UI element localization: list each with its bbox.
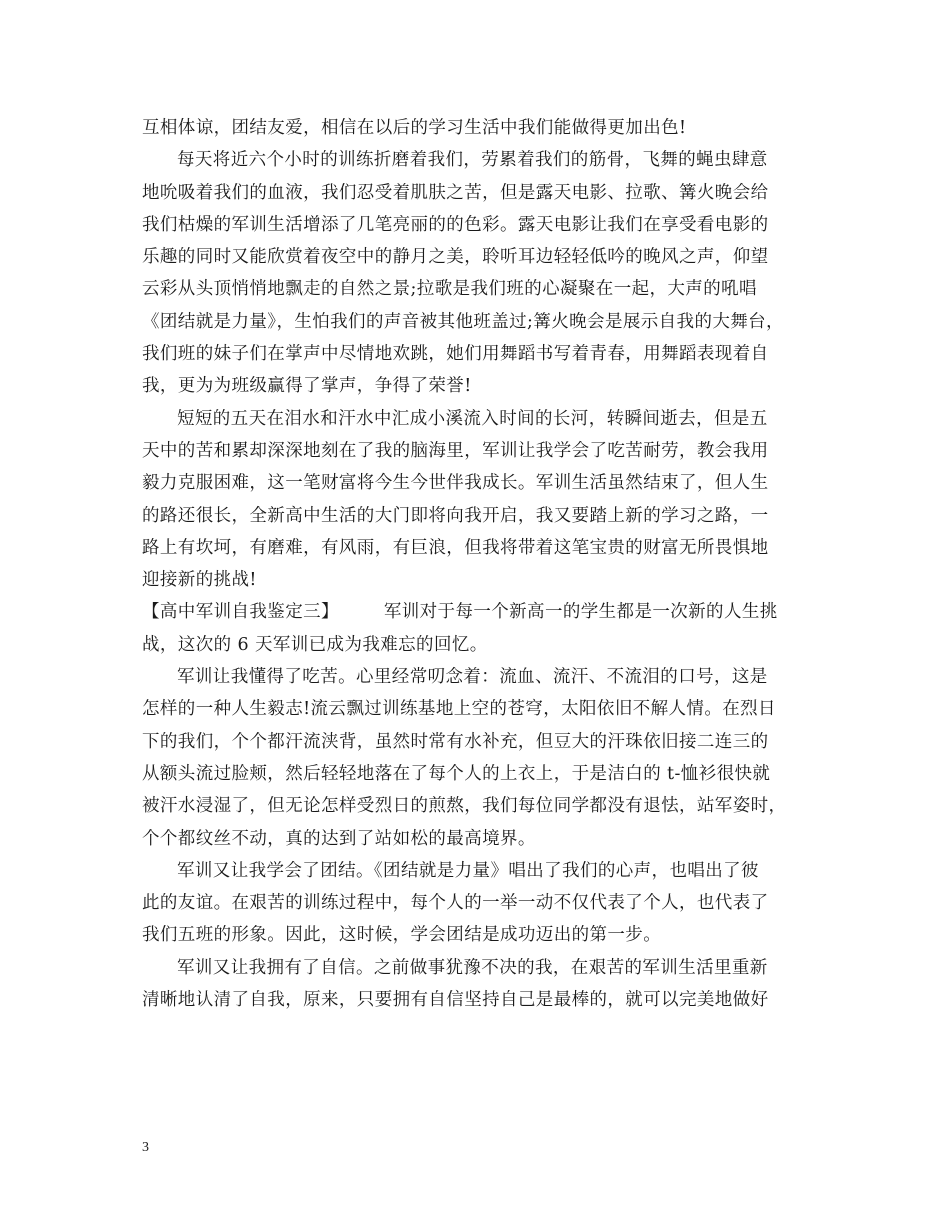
text-line: 清晰地认清了自我，原来，只要拥有自信坚持自己是最棒的，就可以完美地做好 — [142, 990, 769, 1011]
text-line: 被汗水浸湿了，但无论怎样受烈日的煎熬，我们每位同学都没有退怯，站军姿时， — [142, 796, 787, 817]
document-body — [142, 112, 822, 1016]
text-line: 军训又让我拥有了自信。之前做事犹豫不决的我，在艰苦的军训生活里重新 — [177, 957, 768, 978]
text-line: 的路还很长，全新高中生活的大门即将向我开启，我又要踏上新的学习之路，一 — [142, 505, 769, 526]
text-line: 我，更为为班级赢得了掌声，争得了荣誉! — [142, 376, 472, 397]
text-line: 迎接新的挑战! — [142, 570, 257, 591]
text-line: 军训又让我学会了团结。《团结就是力量》唱出了我们的心声，也唱出了彼 — [177, 860, 759, 881]
text-line: 乐趣的同时又能欣赏着夜空中的静月之美，聆听耳边轻轻低吟的晚风之声，仰望 — [142, 247, 769, 268]
text-line: 此的友谊。在艰苦的训练过程中，每个人的一举一动不仅代表了个人，也代表了 — [142, 893, 769, 914]
text-line: 我们五班的形象。因此，这时候，学会团结是成功迈出的第一步。 — [142, 925, 662, 946]
text-line: 下的我们，个个都汗流浃背，虽然时常有水补充，但豆大的汗珠依旧接二连三的 — [142, 731, 769, 752]
text-line: 【高中军训自我鉴定三】 军训对于每一个新高一的学生都是一次新的人生挑 — [142, 602, 778, 623]
text-line: 我们枯燥的军训生活增添了几笔亮丽的的色彩。露天电影让我们在享受看电影的 — [142, 214, 769, 235]
text-line: 战，这次的 6 天军训已成为我难忘的回忆。 — [142, 634, 488, 655]
text-line: 个个都纹丝不动，真的达到了站如松的最高境界。 — [142, 828, 536, 849]
text-line: 天中的苦和累却深深地刻在了我的脑海里，军训让我学会了吃苦耐劳，教会我用 — [142, 440, 769, 461]
text-line: 路上有坎坷，有磨难，有风雨，有巨浪，但我将带着这笔宝贵的财富无所畏惧地 — [142, 537, 769, 558]
text-line: 怎样的一种人生毅志!流云飘过训练基地上空的苍穹，太阳依旧不解人情。在烈日 — [142, 699, 776, 720]
page-number: 3 — [142, 1140, 149, 1155]
text-line: 互相体谅，团结友爱，相信在以后的学习生活中我们能做得更加出色! — [142, 118, 687, 138]
text-line: 我们班的妹子们在掌声中尽情地欢跳，她们用舞蹈书写着青春，用舞蹈表现着自 — [142, 344, 769, 365]
text-line: 从额头流过脸颊，然后轻轻地落在了每个人的上衣上，于是洁白的 t-恤衫很快就 — [142, 763, 771, 784]
text-line: 每天将近六个小时的训练折磨着我们，劳累着我们的筋骨，飞舞的蝇虫肆意 — [177, 150, 768, 171]
text-line: 短短的五天在泪水和汗水中汇成小溪流入时间的长河，转瞬间逝去，但是五 — [177, 408, 768, 429]
text-line: 云彩从头顶悄悄地飘走的自然之景;拉歌是我们班的心凝聚在一起，大声的吼唱 — [142, 279, 757, 300]
text-line: 地吮吸着我们的血液，我们忍受着肌肤之苦，但是露天电影、拉歌、篝火晚会给 — [142, 182, 769, 203]
text-line: 毅力克服困难，这一笔财富将今生今世伴我成长。军训生活虽然结束了，但人生 — [142, 473, 769, 494]
text-line: 《团结就是力量》，生怕我们的声音被其他班盖过;篝火晚会是展示自我的大舞台， — [142, 311, 784, 332]
text-line: 军训让我懂得了吃苦。心里经常叨念着：流血、流汗、不流泪的口号，这是 — [177, 667, 768, 688]
